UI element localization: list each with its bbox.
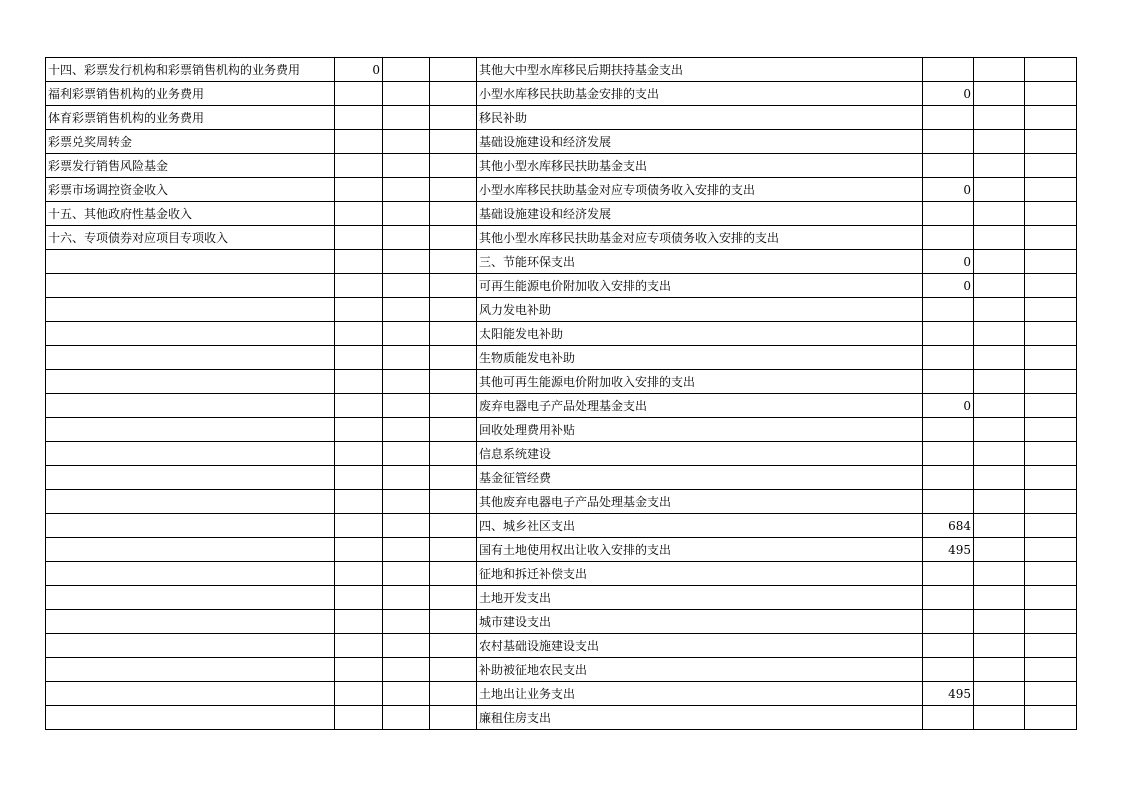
income-amount-cell	[335, 586, 383, 610]
blank-cell	[383, 538, 430, 562]
blank-cell	[1025, 466, 1077, 490]
blank-cell	[974, 370, 1025, 394]
expense-item-cell: 土地开发支出	[477, 586, 923, 610]
blank-cell	[430, 490, 477, 514]
blank-cell	[430, 466, 477, 490]
blank-cell	[1025, 682, 1077, 706]
expense-amount-cell	[923, 346, 974, 370]
income-item-cell	[46, 562, 335, 586]
table-row	[46, 130, 1077, 154]
expense-item-cell: 生物质能发电补助	[477, 346, 923, 370]
table-row	[46, 58, 1077, 82]
blank-cell	[974, 250, 1025, 274]
blank-cell	[383, 106, 430, 130]
table-row	[46, 442, 1077, 466]
blank-cell	[430, 154, 477, 178]
expense-amount-cell: 0	[923, 394, 974, 418]
table-row	[46, 394, 1077, 418]
expense-amount-cell	[923, 586, 974, 610]
blank-cell	[383, 418, 430, 442]
expense-item-cell: 移民补助	[477, 106, 923, 130]
blank-cell	[1025, 490, 1077, 514]
expense-amount-cell	[923, 322, 974, 346]
expense-amount-cell: 0	[923, 250, 974, 274]
blank-cell	[1025, 346, 1077, 370]
expense-item-cell: 其他小型水库移民扶助基金支出	[477, 154, 923, 178]
expense-item-cell: 基础设施建设和经济发展	[477, 130, 923, 154]
income-amount-cell	[335, 106, 383, 130]
income-item-cell	[46, 658, 335, 682]
income-amount-cell	[335, 610, 383, 634]
expense-item-cell: 废弃电器电子产品处理基金支出	[477, 394, 923, 418]
income-item-cell: 十四、彩票发行机构和彩票销售机构的业务费用	[46, 58, 335, 82]
expense-item-cell: 其他废弃电器电子产品处理基金支出	[477, 490, 923, 514]
table-row	[46, 154, 1077, 178]
blank-cell	[1025, 586, 1077, 610]
blank-cell	[974, 514, 1025, 538]
blank-cell	[1025, 442, 1077, 466]
blank-cell	[430, 346, 477, 370]
expense-amount-cell	[923, 562, 974, 586]
blank-cell	[1025, 82, 1077, 106]
expense-amount-cell	[923, 298, 974, 322]
blank-cell	[383, 634, 430, 658]
blank-cell	[430, 514, 477, 538]
income-amount-cell	[335, 250, 383, 274]
blank-cell	[1025, 226, 1077, 250]
blank-cell	[430, 226, 477, 250]
income-item-cell	[46, 682, 335, 706]
expense-amount-cell	[923, 634, 974, 658]
blank-cell	[974, 322, 1025, 346]
income-amount-cell	[335, 274, 383, 298]
blank-cell	[974, 634, 1025, 658]
blank-cell	[974, 610, 1025, 634]
table-row	[46, 514, 1077, 538]
expense-item-cell: 补助被征地农民支出	[477, 658, 923, 682]
table-row	[46, 586, 1077, 610]
blank-cell	[1025, 418, 1077, 442]
table-row	[46, 490, 1077, 514]
blank-cell	[383, 394, 430, 418]
income-item-cell	[46, 250, 335, 274]
blank-cell	[383, 586, 430, 610]
blank-cell	[383, 130, 430, 154]
blank-cell	[383, 658, 430, 682]
income-amount-cell	[335, 322, 383, 346]
income-amount-cell	[335, 634, 383, 658]
blank-cell	[430, 610, 477, 634]
blank-cell	[430, 418, 477, 442]
blank-cell	[430, 658, 477, 682]
expense-amount-cell	[923, 610, 974, 634]
blank-cell	[430, 394, 477, 418]
income-amount-cell	[335, 490, 383, 514]
blank-cell	[974, 418, 1025, 442]
income-item-cell	[46, 634, 335, 658]
table-row	[46, 562, 1077, 586]
table-row	[46, 298, 1077, 322]
table-row	[46, 466, 1077, 490]
blank-cell	[974, 442, 1025, 466]
income-item-cell	[46, 586, 335, 610]
expense-item-cell: 农村基础设施建设支出	[477, 634, 923, 658]
blank-cell	[383, 298, 430, 322]
blank-cell	[974, 178, 1025, 202]
expense-item-cell: 风力发电补助	[477, 298, 923, 322]
table-row	[46, 418, 1077, 442]
blank-cell	[383, 610, 430, 634]
income-item-cell: 体育彩票销售机构的业务费用	[46, 106, 335, 130]
expense-amount-cell: 0	[923, 178, 974, 202]
table-row	[46, 202, 1077, 226]
expense-amount-cell	[923, 130, 974, 154]
blank-cell	[383, 682, 430, 706]
blank-cell	[383, 466, 430, 490]
blank-cell	[1025, 298, 1077, 322]
expense-amount-cell	[923, 58, 974, 82]
blank-cell	[974, 298, 1025, 322]
blank-cell	[1025, 202, 1077, 226]
blank-cell	[974, 58, 1025, 82]
income-amount-cell	[335, 562, 383, 586]
blank-cell	[383, 250, 430, 274]
blank-cell	[974, 82, 1025, 106]
income-amount-cell	[335, 538, 383, 562]
blank-cell	[974, 226, 1025, 250]
expense-item-cell: 土地出让业务支出	[477, 682, 923, 706]
blank-cell	[430, 58, 477, 82]
income-item-cell: 福利彩票销售机构的业务费用	[46, 82, 335, 106]
blank-cell	[430, 274, 477, 298]
income-item-cell	[46, 418, 335, 442]
blank-cell	[383, 202, 430, 226]
blank-cell	[1025, 58, 1077, 82]
table-row	[46, 610, 1077, 634]
expense-amount-cell	[923, 418, 974, 442]
blank-cell	[383, 490, 430, 514]
income-amount-cell	[335, 442, 383, 466]
blank-cell	[1025, 274, 1077, 298]
blank-cell	[430, 250, 477, 274]
income-amount-cell	[335, 370, 383, 394]
income-item-cell: 彩票发行销售风险基金	[46, 154, 335, 178]
income-amount-cell	[335, 682, 383, 706]
income-amount-cell	[335, 346, 383, 370]
expense-amount-cell: 0	[923, 274, 974, 298]
income-item-cell: 彩票市场调控资金收入	[46, 178, 335, 202]
expense-item-cell: 基金征管经费	[477, 466, 923, 490]
income-item-cell: 十六、专项债券对应项目专项收入	[46, 226, 335, 250]
income-amount-cell	[335, 658, 383, 682]
blank-cell	[383, 58, 430, 82]
expense-item-cell: 信息系统建设	[477, 442, 923, 466]
blank-cell	[383, 178, 430, 202]
income-amount-cell	[335, 394, 383, 418]
table-row	[46, 370, 1077, 394]
expense-item-cell: 征地和拆迁补偿支出	[477, 562, 923, 586]
income-item-cell	[46, 706, 335, 730]
blank-cell	[974, 202, 1025, 226]
table-row	[46, 82, 1077, 106]
income-amount-cell	[335, 706, 383, 730]
income-amount-cell	[335, 418, 383, 442]
blank-cell	[974, 466, 1025, 490]
expense-amount-cell: 495	[923, 682, 974, 706]
blank-cell	[383, 706, 430, 730]
expense-amount-cell	[923, 154, 974, 178]
income-amount-cell	[335, 226, 383, 250]
blank-cell	[1025, 322, 1077, 346]
income-amount-cell	[335, 130, 383, 154]
blank-cell	[974, 706, 1025, 730]
blank-cell	[1025, 250, 1077, 274]
blank-cell	[1025, 634, 1077, 658]
income-item-cell	[46, 322, 335, 346]
expense-amount-cell	[923, 706, 974, 730]
blank-cell	[430, 562, 477, 586]
income-amount-cell	[335, 178, 383, 202]
blank-cell	[430, 538, 477, 562]
blank-cell	[430, 586, 477, 610]
table-row	[46, 250, 1077, 274]
blank-cell	[1025, 370, 1077, 394]
blank-cell	[974, 274, 1025, 298]
blank-cell	[430, 202, 477, 226]
blank-cell	[383, 322, 430, 346]
income-item-cell	[46, 346, 335, 370]
blank-cell	[383, 346, 430, 370]
expense-item-cell: 小型水库移民扶助基金对应专项债务收入安排的支出	[477, 178, 923, 202]
expense-item-cell: 三、节能环保支出	[477, 250, 923, 274]
table-row	[46, 106, 1077, 130]
blank-cell	[430, 682, 477, 706]
income-item-cell	[46, 394, 335, 418]
expense-amount-cell: 0	[923, 82, 974, 106]
income-item-cell	[46, 442, 335, 466]
blank-cell	[1025, 106, 1077, 130]
blank-cell	[974, 562, 1025, 586]
expense-item-cell: 廉租住房支出	[477, 706, 923, 730]
blank-cell	[974, 106, 1025, 130]
blank-cell	[430, 322, 477, 346]
blank-cell	[430, 706, 477, 730]
blank-cell	[430, 178, 477, 202]
income-item-cell	[46, 298, 335, 322]
table-row	[46, 634, 1077, 658]
expense-item-cell: 城市建设支出	[477, 610, 923, 634]
income-item-cell	[46, 370, 335, 394]
blank-cell	[430, 634, 477, 658]
blank-cell	[430, 130, 477, 154]
expense-amount-cell	[923, 226, 974, 250]
income-item-cell	[46, 514, 335, 538]
expense-item-cell: 回收处理费用补贴	[477, 418, 923, 442]
blank-cell	[1025, 130, 1077, 154]
table-row	[46, 706, 1077, 730]
expense-amount-cell: 684	[923, 514, 974, 538]
expense-amount-cell: 495	[923, 538, 974, 562]
income-item-cell: 彩票兑奖周转金	[46, 130, 335, 154]
blank-cell	[383, 562, 430, 586]
blank-cell	[430, 298, 477, 322]
income-item-cell	[46, 466, 335, 490]
expense-item-cell: 其他可再生能源电价附加收入安排的支出	[477, 370, 923, 394]
blank-cell	[430, 82, 477, 106]
table-row	[46, 178, 1077, 202]
income-amount-cell	[335, 514, 383, 538]
expense-amount-cell	[923, 490, 974, 514]
income-amount-cell	[335, 154, 383, 178]
blank-cell	[974, 154, 1025, 178]
blank-cell	[383, 226, 430, 250]
expense-item-cell: 其他小型水库移民扶助基金对应专项债务收入安排的支出	[477, 226, 923, 250]
expense-amount-cell	[923, 466, 974, 490]
blank-cell	[974, 658, 1025, 682]
income-item-cell	[46, 274, 335, 298]
income-item-cell	[46, 490, 335, 514]
expense-amount-cell	[923, 202, 974, 226]
blank-cell	[1025, 538, 1077, 562]
expense-item-cell: 基础设施建设和经济发展	[477, 202, 923, 226]
expense-amount-cell	[923, 370, 974, 394]
blank-cell	[383, 154, 430, 178]
income-item-cell: 十五、其他政府性基金收入	[46, 202, 335, 226]
blank-cell	[974, 490, 1025, 514]
expense-item-cell: 其他大中型水库移民后期扶持基金支出	[477, 58, 923, 82]
income-amount-cell	[335, 466, 383, 490]
blank-cell	[974, 538, 1025, 562]
income-amount-cell: 0	[335, 58, 383, 82]
blank-cell	[1025, 706, 1077, 730]
table-row	[46, 682, 1077, 706]
blank-cell	[974, 130, 1025, 154]
blank-cell	[383, 514, 430, 538]
income-amount-cell	[335, 82, 383, 106]
blank-cell	[430, 442, 477, 466]
table-row	[46, 274, 1077, 298]
blank-cell	[1025, 562, 1077, 586]
blank-cell	[383, 370, 430, 394]
table-row	[46, 346, 1077, 370]
blank-cell	[1025, 514, 1077, 538]
table-row	[46, 538, 1077, 562]
income-amount-cell	[335, 298, 383, 322]
table-row	[46, 658, 1077, 682]
blank-cell	[1025, 394, 1077, 418]
blank-cell	[383, 274, 430, 298]
income-item-cell	[46, 610, 335, 634]
expense-item-cell: 太阳能发电补助	[477, 322, 923, 346]
expense-amount-cell	[923, 442, 974, 466]
blank-cell	[974, 394, 1025, 418]
table-row	[46, 322, 1077, 346]
income-item-cell	[46, 538, 335, 562]
blank-cell	[974, 682, 1025, 706]
table-body	[46, 58, 1077, 730]
table-row	[46, 226, 1077, 250]
blank-cell	[383, 442, 430, 466]
expense-item-cell: 国有土地使用权出让收入安排的支出	[477, 538, 923, 562]
blank-cell	[1025, 610, 1077, 634]
blank-cell	[1025, 178, 1077, 202]
budget-table	[45, 57, 1077, 730]
blank-cell	[383, 82, 430, 106]
expense-item-cell: 小型水库移民扶助基金安排的支出	[477, 82, 923, 106]
blank-cell	[430, 106, 477, 130]
expense-amount-cell	[923, 106, 974, 130]
blank-cell	[1025, 154, 1077, 178]
blank-cell	[974, 346, 1025, 370]
blank-cell	[430, 370, 477, 394]
expense-item-cell: 可再生能源电价附加收入安排的支出	[477, 274, 923, 298]
income-amount-cell	[335, 202, 383, 226]
expense-item-cell: 四、城乡社区支出	[477, 514, 923, 538]
blank-cell	[974, 586, 1025, 610]
blank-cell	[1025, 658, 1077, 682]
expense-amount-cell	[923, 658, 974, 682]
